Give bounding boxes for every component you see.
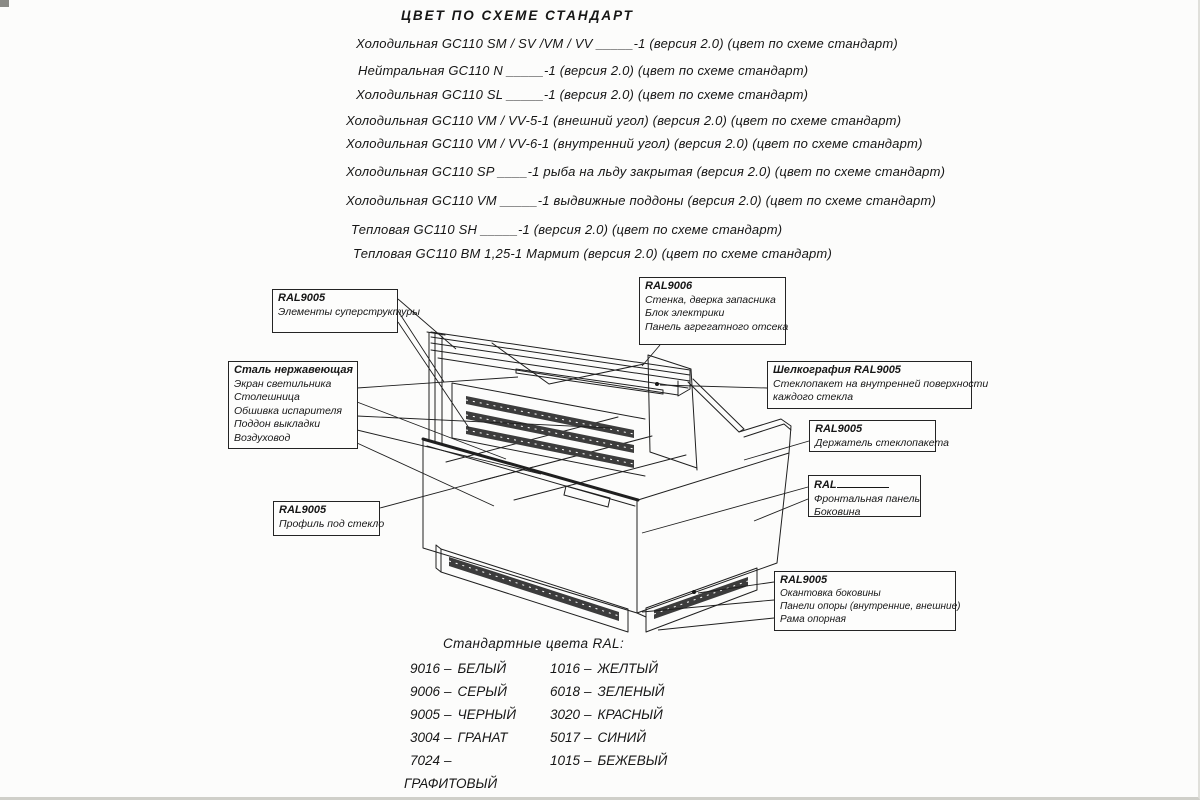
legend-item: 3020 – КРАСНЫЙ [549,707,663,722]
callout-title: RAL9005 [279,504,327,516]
callout-front-panel [808,475,921,517]
model-line: Холодильная GC110 VM / VV-6-1 (внутренний угол) (версия 2.0) (цвет по схеме стандарт) [346,136,923,151]
legend-item: 5017 – СИНИЙ [549,730,646,745]
scan-artifact [0,0,9,7]
legend-item: 3004 – ГРАНАТ [409,730,508,745]
legend-item: 9016 – БЕЛЫЙ [409,661,507,676]
callout-line: Фронтальная панель [814,492,921,505]
legend-item: 7024 –ГРАФИТОВЫЙ [404,753,498,791]
callout-line: Держатель стеклопакета [815,436,949,449]
callout-line: Экран светильника [234,377,332,390]
callout-line: Элементы суперструктуры [278,305,421,318]
blank-underline [837,478,889,488]
callout-rear-components [639,277,789,345]
callout-title: Шелкография RAL9005 [773,364,901,376]
model-line: Тепловая GC110 BM 1,25-1 Мармит (версия 2.0) (цвет по схеме стандарт) [353,246,832,261]
legend-item: 1015 – БЕЖЕВЫЙ [549,753,668,768]
callout-title: RAL9005 [278,292,326,304]
page-title: ЦВЕТ ПО СХЕМЕ СТАНДАРТ [401,8,634,23]
callout-line: Окантовка боковины [780,588,881,599]
legend-item: 1016 – ЖЕЛТЫЙ [549,661,659,676]
callout-line: Панель агрегатного отсека [645,320,789,333]
callout-line: Рама опорная [780,614,847,625]
model-line: Холодильная GC110 VM / VV-5-1 (внешний угол) (версия 2.0) (цвет по схеме стандарт) [346,113,902,128]
callout-line: Стеклопакет на внутренней поверхности [773,377,989,390]
callout-stainless-steel [228,361,358,449]
callout-line: Воздуховод [234,431,291,444]
callout-line: Обшивка испарителя [234,404,342,417]
model-line: Холодильная GC110 SM / SV /VM / VV _____-1 (версия 2.0) (цвет по схеме стандарт) [356,36,898,51]
callout-silkscreen [767,361,989,409]
callout-line: Блок электрики [645,307,725,319]
callout-glass-holder [809,420,949,452]
model-line: Холодильная GC110 SL _____-1 (версия 2.0) (цвет по схеме стандарт) [356,87,809,102]
callout-superstructure [272,289,421,333]
callout-title: RAL9005 [780,574,828,586]
callout-base-frame [774,571,961,631]
callout-line: Столешница [234,391,300,403]
callout-line: Панели опоры (внутренние, внешние) [780,601,961,612]
ral-color-legend [404,657,667,795]
callout-line: каждого стекла [773,391,854,403]
callout-line: Поддон выкладки [234,418,321,430]
legend-item: 6018 – ЗЕЛЕНЫЙ [549,684,665,699]
model-line: Тепловая GC110 SH _____-1 (версия 2.0) (цвет по схеме стандарт) [351,222,783,237]
callout-title: RAL9005 [815,423,863,435]
callout-line: Стенка, дверка запасника [645,293,776,306]
model-line: Холодильная GC110 SP ____-1 рыба на льду закрытая (версия 2.0) (цвет по схеме стандарт) [346,164,946,179]
callout-title: RAL9006 [645,280,693,292]
callout-title: Сталь нержавеющая [234,364,353,376]
legend-item: 9005 – ЧЕРНЫЙ [409,707,516,722]
callout-line: Боковина [814,506,861,518]
callout-glass-profile [273,501,385,536]
model-line: Нейтральная GC110 N _____-1 (версия 2.0) (цвет по схеме стандарт) [358,63,809,78]
legend-title: Стандартные цвета RAL: [443,636,625,651]
model-line: Холодильная GC110 VM _____-1 выдвижные поддоны (версия 2.0) (цвет по схеме стандарт) [346,193,937,208]
legend-item: 9006 – СЕРЫЙ [409,684,507,699]
callout-line: Профиль под стекло [279,517,385,530]
callout-title: RAL [814,479,837,491]
